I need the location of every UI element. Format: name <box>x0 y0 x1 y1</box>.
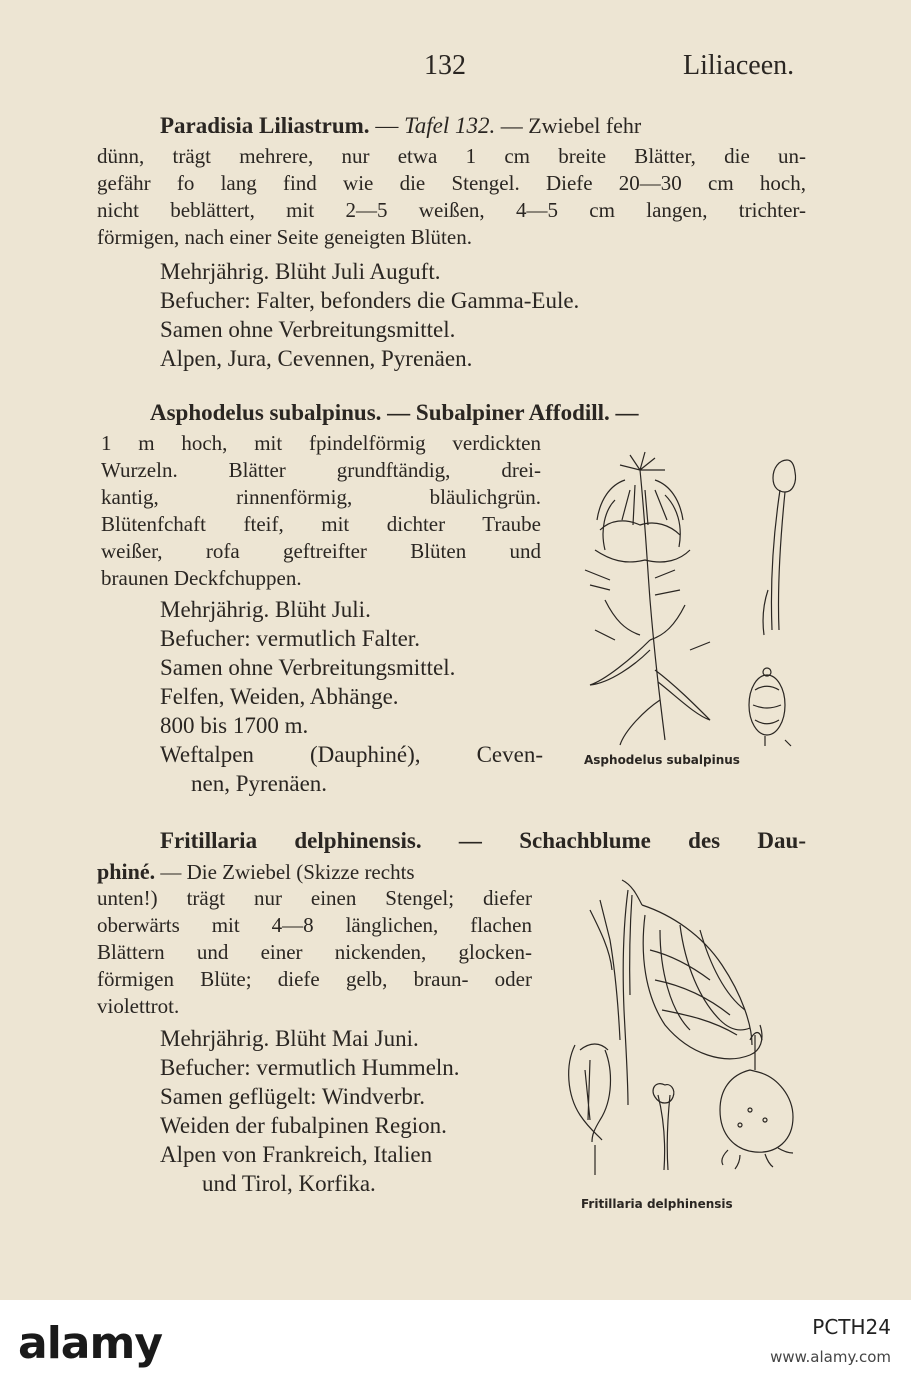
asphodelus-line: 1 m hoch, mit fpindelförmig verdickten <box>101 431 541 455</box>
paradisia-tafel: Tafel 132. <box>404 113 496 138</box>
fritillaria-fact: Samen geflügelt: Windverbr. <box>160 1084 426 1109</box>
asphodelus-line: kantig, rinnenförmig, bläulichgrün. <box>101 485 541 509</box>
paradisia-line: förmigen, nach einer Seite geneigten Blüten. <box>97 225 472 249</box>
asphodelus-line: weißer, rofa geftreifter Blüten und <box>101 539 541 563</box>
alamy-logo: alamy <box>18 1318 162 1369</box>
paradisia-fact: Mehrjährig. Blüht Juli Auguft. <box>160 259 441 284</box>
asphodelus-illustration <box>555 440 805 760</box>
asphodelus-fact: Weftalpen (Dauphiné), Ceven- <box>160 742 543 767</box>
stock-id-block <box>770 1312 891 1372</box>
asphodelus-fact: 800 bis 1700 m. <box>160 713 309 738</box>
fritillaria-fact: Weiden der fubalpinen Region. <box>160 1113 447 1138</box>
fritillaria-heading: Fritillaria delphinensis. — Schachblume des Dau- <box>160 828 806 853</box>
asphodelus-line: Blütenfchaft fteif, mit dichter Traube <box>101 512 541 536</box>
running-header: Liliaceen. <box>683 50 795 81</box>
fritillaria-fact: Befucher: vermutlich Hummeln. <box>160 1055 460 1080</box>
fritillaria-line: unten!) trägt nur einen Stengel; diefer <box>97 886 532 910</box>
fritillaria-fact: und Tirol, Korfika. <box>202 1171 376 1196</box>
image-id: PCTH24 <box>812 1315 891 1339</box>
asphodelus-fact: Samen ohne Verbreitungsmittel. <box>160 655 456 680</box>
asphodelus-fact: Befucher: vermutlich Falter. <box>160 626 420 651</box>
fritillaria-line: violettrot. <box>97 994 180 1018</box>
asphodelus-line: Wurzeln. Blätter grundftändig, drei- <box>101 458 541 482</box>
asphodelus-line: braunen Deckfchuppen. <box>101 566 302 590</box>
fritillaria-line: förmigen Blüte; diefe gelb, braun- oder <box>97 967 532 991</box>
asphodelus-fact: Mehrjährig. Blüht Juli. <box>160 597 371 622</box>
paradisia-fact: Alpen, Jura, Cevennen, Pyrenäen. <box>160 346 473 371</box>
fritillaria-line: oberwärts mit 4—8 länglichen, flachen <box>97 913 532 937</box>
paradisia-line: nicht beblättert, mit 2—5 weißen, 4—5 cm langen, trichter- <box>97 198 806 222</box>
fritillaria-line: Blättern und einer nickenden, glocken- <box>97 940 532 964</box>
watermark-strip <box>0 1300 911 1390</box>
asphodelus-caption: Asphodelus subalpinus <box>584 753 740 767</box>
asphodelus-fact: nen, Pyrenäen. <box>191 771 328 796</box>
fritillaria-fact: Mehrjährig. Blüht Mai Juni. <box>160 1026 419 1051</box>
page-number: 132 <box>424 50 466 81</box>
fritillaria-caption: Fritillaria delphinensis <box>581 1197 733 1211</box>
paradisia-fact: Befucher: Falter, befonders die Gamma-Eule. <box>160 288 580 313</box>
asphodelus-heading: Asphodelus subalpinus. — Subalpiner Affodill. — <box>150 400 639 425</box>
paradisia-fact: Samen ohne Verbreitungsmittel. <box>160 317 456 342</box>
fritillaria-fact: Alpen von Frankreich, Italien <box>160 1142 433 1167</box>
site-url: www.alamy.com <box>770 1348 891 1366</box>
paradisia-line: gefähr fo lang find wie die Stengel. Diefe 20—30 cm hoch, <box>97 171 806 195</box>
paradisia-line: dünn, trägt mehrere, nur etwa 1 cm breite Blätter, die un- <box>97 144 806 168</box>
fritillaria-heading-end: phiné. <box>97 859 156 884</box>
paradisia-name: Paradisia Liliastrum. <box>160 113 370 138</box>
paradisia-heading: Paradisia Liliastrum. — Tafel 132. — Zwiebel fehr <box>160 113 642 138</box>
fritillaria-heading-cont: phiné. — Die Zwiebel (Skizze rechts <box>97 859 415 884</box>
asphodelus-fact: Felfen, Weiden, Abhänge. <box>160 684 399 709</box>
fritillaria-illustration <box>550 870 810 1190</box>
